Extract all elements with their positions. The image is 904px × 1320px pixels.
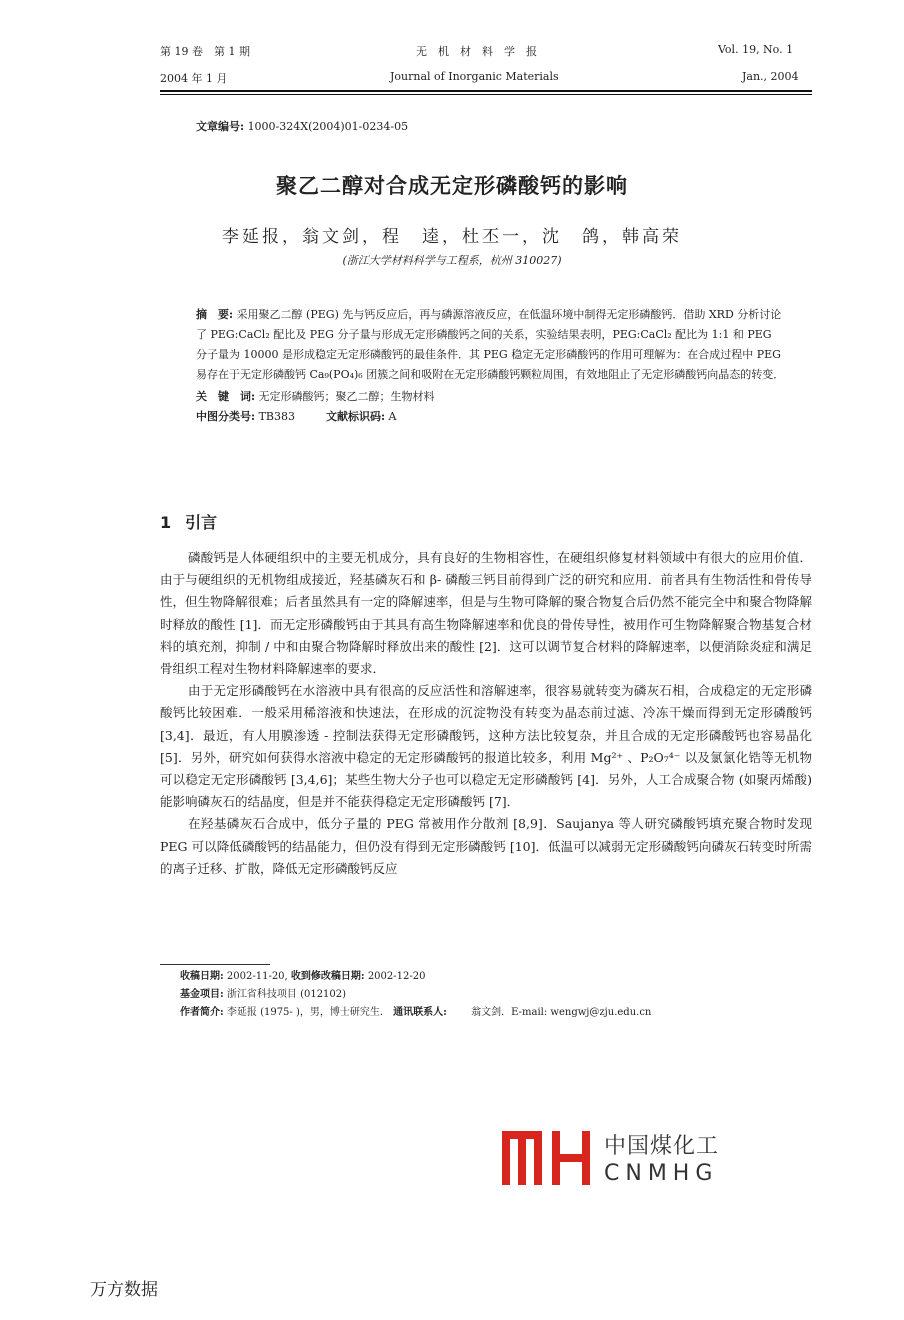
- doc-code-label: 文献标识码:: [325, 410, 386, 423]
- footnote-fund: [180, 986, 800, 1004]
- footnote-author: [180, 1004, 800, 1022]
- received-label: 收稿日期:: [180, 971, 224, 982]
- cnmhg-logo: [500, 1125, 730, 1195]
- article-number-label: 文章编号:: [196, 120, 245, 133]
- body-paragraph: 磷酸钙是人体硬组织中的主要无机成分，具有良好的生物相容性，在硬组织修复材料领域中有很大的应用价值．由于与硬组织的无机物组成接近，羟基磷灰石和 β- 磷酸三钙目前得到广泛的研究和应用．前者具有生物活性和骨传导性，但生物降解很难；后者虽然具有一定的降解速率，但是与生物可降解的聚合物复合后仍然不能完全中和聚合物降解时释放的酸性 [1]．而无定形磷酸钙由于其具有高生物降解速率和优良的骨传导性，被用作可生物降解聚合物基复合材料的填充剂，抑制 / 中和由聚合物降解时释放出来的酸性 [2]．这可以调节复合材料的降解速率，以便消除炎症和满足骨组织工程对生物材料降解速率的要求．: [160, 550, 812, 677]
- section-heading: [160, 510, 231, 533]
- cnmhg-mark-icon: [500, 1125, 596, 1189]
- article-number: [196, 118, 408, 134]
- footnote-dates: [180, 968, 800, 986]
- header-volume-cn: 第 19 卷 第 1 期: [160, 45, 250, 58]
- header-rule-thin: [160, 94, 812, 95]
- header-date-en: Jan., 2004: [742, 70, 799, 83]
- author-list: 李延报，翁文剑，程 逵，杜丕一，沈 鸽，韩高荣: [222, 227, 682, 247]
- footnotes: [180, 968, 800, 1022]
- section-title: 引言: [185, 513, 218, 532]
- header-journal-en: Journal of Inorganic Materials: [390, 70, 559, 83]
- contact-label: 通讯联系人:: [393, 1007, 447, 1018]
- logo-text-en: CNMHG: [604, 1161, 719, 1186]
- abstract-text: 采用聚乙二醇 (PEG) 先与钙反应后，再与磷源溶液反应，在低温环境中制得无定形磷酸钙．借助 XRD 分析讨论了 PEG:CaCl₂ 配比及 PEG 分子量与形成无定形磷酸钙之间的关系，实验结果表明，PEG:CaCl₂ 配比为 1:1 和 PEG 分子量为 10000 是形成稳定无定形磷酸钙的最佳条件．其 PEG 稳定无定形磷酸钙的作用可理解为：在合成过程中 PEG 易存在于无定形磷酸钙 Ca₉(PO₄)₆ 团簇之间和吸附在无定形磷酸钙颗粒周围，有效地阻止了无定形磷酸钙向晶态的转变．: [196, 308, 785, 381]
- clc-value: TB383: [258, 410, 295, 423]
- affiliation: (浙江大学材料科学与工程系，杭州 310027): [342, 254, 562, 267]
- footnote-rule: [160, 964, 270, 965]
- logo-text-cn: 中国煤化工: [604, 1134, 720, 1159]
- received-date: 2002-11-20,: [226, 971, 288, 982]
- author-bio: 李延报 (1975- )，男，博士研究生．: [226, 1007, 390, 1018]
- header-rule-thick: [160, 90, 812, 92]
- header-journal-cn: 无 机 材 料 学 报: [416, 45, 537, 58]
- fund-label: 基金项目:: [180, 989, 224, 1000]
- doc-code-value: A: [388, 410, 397, 423]
- article-number-value: 1000-324X(2004)01-0234-05: [247, 120, 409, 133]
- contact-text: 翁文剑．E-mail: wengwj@zju.edu.cn: [471, 1007, 652, 1018]
- header-date-cn: 2004 年 1 月: [160, 72, 228, 85]
- section-number: 1: [160, 513, 172, 532]
- revised-date: 2002-12-20: [367, 971, 426, 982]
- keywords-label: 关 键 词:: [196, 390, 256, 403]
- keywords-text: 无定形磷酸钙；聚乙二醇；生物材料: [258, 390, 435, 403]
- body-paragraph: 在羟基磷灰石合成中，低分子量的 PEG 常被用作分散剂 [8,9]．Saujanya 等人研究磷酸钙填充聚合物时发现 PEG 可以降低磷酸钙的结晶能力，但仍没有得到无定形磷酸钙 [10]．低温可以减弱无定形磷酸钙向磷灰石转变时所需的离子迁移、扩散，降低无定形磷酸钙反应: [160, 816, 812, 876]
- body-paragraph: 由于无定形磷酸钙在水溶液中具有很高的反应活性和溶解速率，很容易就转变为磷灰石相，合成稳定的无定形磷酸钙比较困难．一般采用稀溶液和快速法，在形成的沉淀物没有转变为晶态前过滤、冷冻干燥而得到无定形磷酸钙 [3,4]．最近，有人用膜渗透 - 控制法获得无定形磷酸钙，这种方法比较复杂，并且合成的无定形磷酸钙也容易晶化 [5]．另外，研究如何获得水溶液中稳定的无定形磷酸钙的报道比较多，利用 Mg²⁺ 、P₂O₇⁴⁻ 以及氯氯化锆等无机物可以稳定无定形磷酸钙 [3,4,6]；某些生物大分子也可以稳定无定形磷酸钙 [4]．另外，人工合成聚合物 (如聚丙烯酸) 能影响磷灰石的结晶度，但是并不能获得稳定无定形磷酸钙 [7]．: [160, 683, 812, 810]
- classification-line: [196, 407, 786, 427]
- clc-label: 中图分类号:: [196, 410, 256, 423]
- fund-text: 浙江省科技项目 (012102): [226, 989, 347, 1000]
- abstract-block: [196, 305, 786, 427]
- paper-title: 聚乙二醇对合成无定形磷酸钙的影响: [276, 174, 628, 198]
- abstract-paragraph: [196, 305, 786, 385]
- author-bio-label: 作者简介:: [180, 1007, 224, 1018]
- body-text: [160, 547, 812, 880]
- revised-label: 收到修改稿日期:: [290, 971, 365, 982]
- keywords-line: [196, 387, 786, 407]
- wanfang-watermark: 万方数据: [90, 1280, 158, 1300]
- abstract-label: 摘 要:: [196, 308, 234, 321]
- header-volume-en: Vol. 19, No. 1: [718, 43, 794, 56]
